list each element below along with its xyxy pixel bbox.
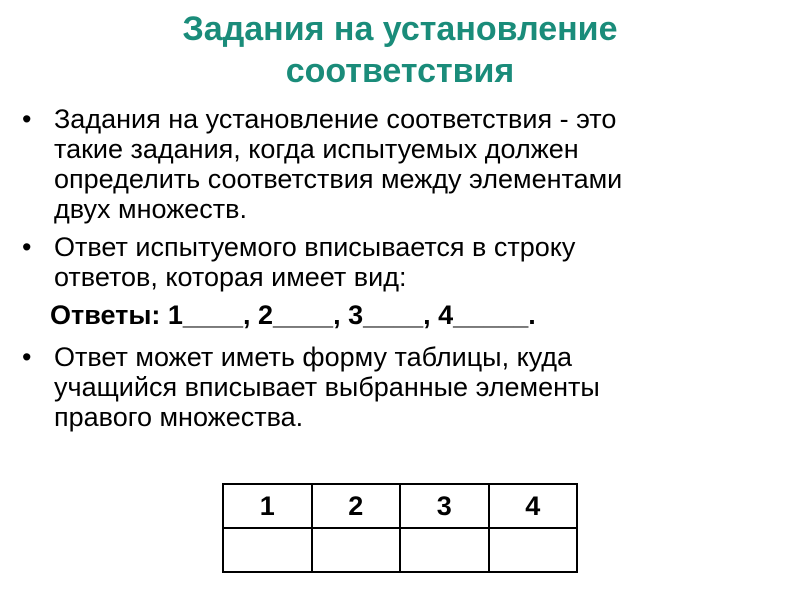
bullet-text-line: двух множеств. <box>54 194 247 224</box>
bullet-list <box>0 104 800 440</box>
bullet-dot-icon: • <box>22 104 32 134</box>
answer-table-header-cell: 3 <box>400 484 489 528</box>
bullet-text-line: Ответ может иметь форму таблицы, куда <box>54 342 573 372</box>
answer-table-header-cell: 1 <box>223 484 312 528</box>
bullet-text-line: правого множества. <box>54 402 304 432</box>
bullet-text-line: Ответ испытуемого вписывается в строку <box>54 232 576 262</box>
answer-table-cell[interactable] <box>223 528 312 572</box>
bullet-item <box>0 104 800 224</box>
bullet-item <box>0 342 800 432</box>
answer-table <box>222 483 578 573</box>
answer-table-cell[interactable] <box>400 528 489 572</box>
bullet-text-line: Задания на установление соответствия - это <box>54 104 617 134</box>
slide-title <box>0 8 800 92</box>
bullet-text-line: такие задания, когда испытуемых должен <box>54 134 579 164</box>
answer-table-header-cell: 4 <box>489 484 578 528</box>
answer-table-cell[interactable] <box>312 528 401 572</box>
bullet-text-line: учащийся вписывает выбранные элементы <box>54 372 600 402</box>
answers-format-line: Ответы: 1____, 2____, 3____, 4_____. <box>50 300 536 330</box>
slide-title-line-2: соответствия <box>285 52 515 90</box>
answer-table-header-cell: 2 <box>312 484 401 528</box>
slide-title-line-1: Задания на установление <box>182 10 618 48</box>
answer-table-answer-row <box>223 528 577 572</box>
bullet-text-line: определить соответствия между элементами <box>54 164 623 194</box>
bullet-item <box>0 232 800 292</box>
answer-table-header-row <box>223 484 577 528</box>
bullet-text-line: ответов, которая имеет вид: <box>54 262 407 292</box>
answer-table-cell[interactable] <box>489 528 578 572</box>
bullet-dot-icon: • <box>22 342 32 372</box>
bullet-dot-icon: • <box>22 232 32 262</box>
